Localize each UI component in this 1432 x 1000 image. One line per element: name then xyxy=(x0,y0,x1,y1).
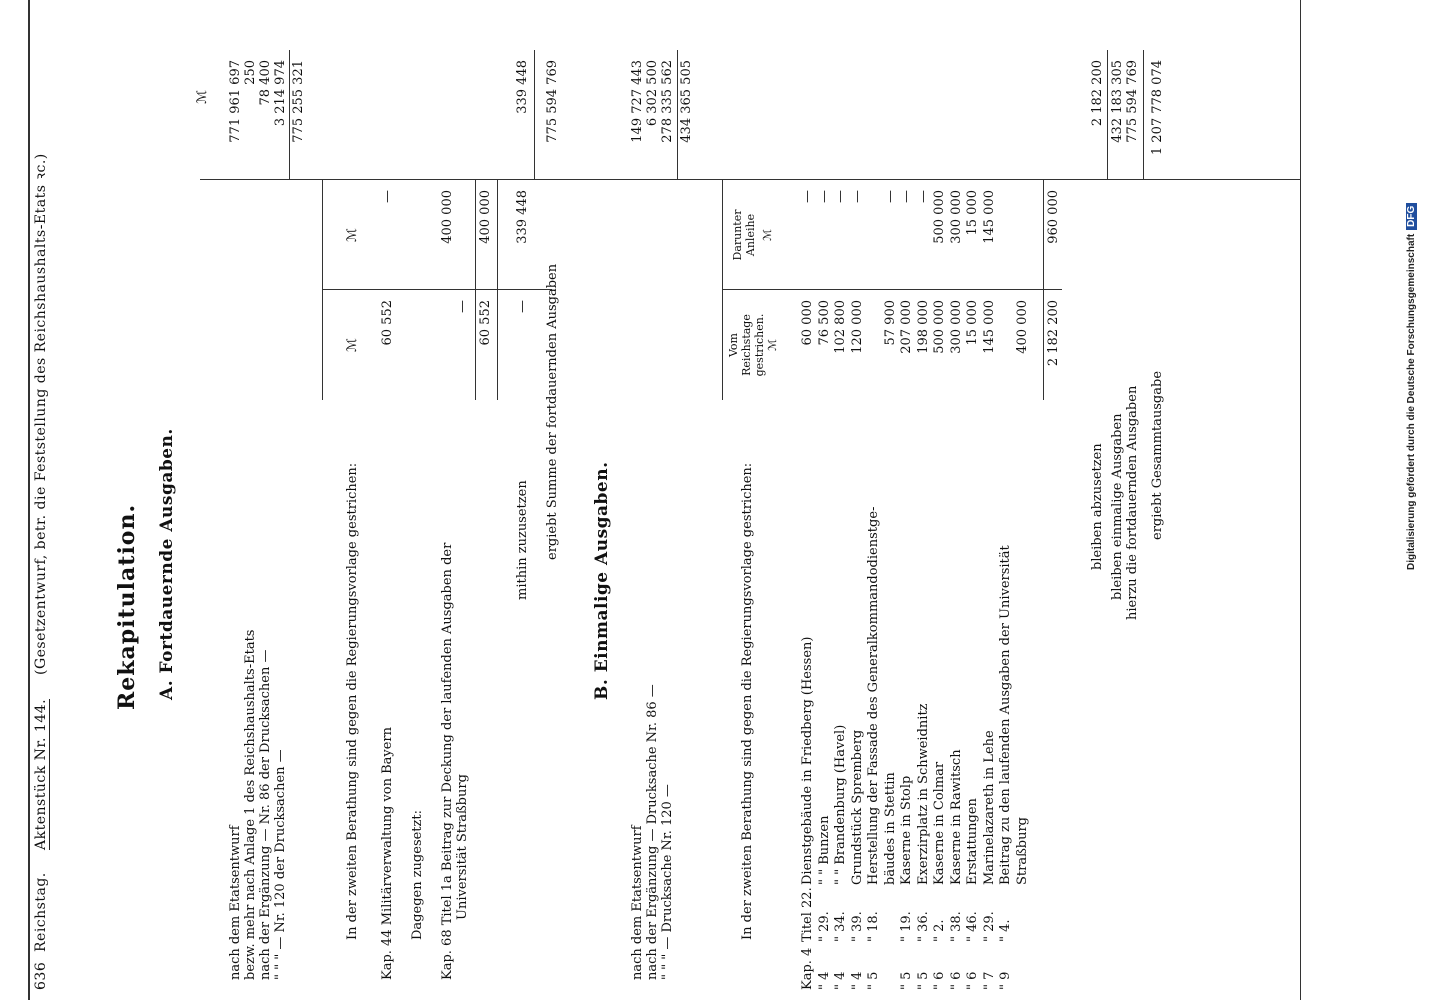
b-row-label: Grundstück Spremberg xyxy=(849,729,865,885)
b-sum-v1: 2 182 200 xyxy=(1046,300,1061,367)
b-einmalig-rule xyxy=(1107,50,1108,180)
page-number: 636 xyxy=(33,961,49,990)
b-row-v1: 102 800 xyxy=(833,300,848,354)
b-line-3-value: 278 335 562 xyxy=(660,60,675,143)
b-row-kap: " 4 xyxy=(816,971,832,990)
b-total-rule xyxy=(677,50,678,180)
a-ergiebt-label: ergiebt Summe der fortdauernden Ausgaben xyxy=(545,263,560,560)
a-line-2-label: bezw. mehr nach Anlage 1 des Reichshaushalts-Etats xyxy=(243,629,258,980)
a-line-2-value: 250 xyxy=(243,60,258,85)
a-line-1-label: nach dem Etatsentwurf xyxy=(228,825,243,980)
b-row-label: Kaserne in Rawitsch xyxy=(948,749,964,885)
b-row-label: Straßburg xyxy=(1014,816,1030,885)
b-row-v1: 400 000 xyxy=(1014,300,1030,354)
b-row-titel: " 2. xyxy=(932,919,947,942)
b-row-v2: 500 000 xyxy=(932,190,947,244)
b-row-label: " " Brandenburg (Havel) xyxy=(833,724,848,885)
a-kap44-label: Kap. 44 Militärverwaltung von Bayern xyxy=(380,726,395,980)
b-row-kap: " 6 xyxy=(948,971,964,990)
b-row-v2: — xyxy=(849,190,865,203)
b-hierzu-value: 775 594 769 xyxy=(1125,60,1140,143)
a-total: 775 255 321 xyxy=(291,60,306,143)
a-kap68-label-1: Kap. 68 Titel 1a Beitrag zur Deckung der laufenden Ausgaben der xyxy=(440,542,455,980)
header-akten: Aktenstück Nr. 144. xyxy=(33,698,49,850)
b-row-label: Exerzirplatz in Schweidnitz xyxy=(915,703,931,885)
b-row-titel: " 4. xyxy=(998,919,1013,942)
b-total: 434 365 505 xyxy=(679,60,694,143)
b-row-v1: 198 000 xyxy=(915,300,931,354)
a-currency: ℳ xyxy=(195,90,210,104)
a-sum-v1: 60 552 xyxy=(478,300,493,346)
a-mithin-v3: 339 448 xyxy=(515,60,530,114)
b-row-v2: 15 000 xyxy=(965,190,980,236)
a-mithin-rule xyxy=(497,180,498,400)
b-row-kap: " 6 xyxy=(932,971,947,990)
b-row-v2: — xyxy=(899,190,914,203)
b-gesamt-label: ergiebt Gesammtausgabe xyxy=(1150,370,1165,540)
b-bleiben-label: bleiben abzusetzen xyxy=(1090,443,1105,570)
b-sum-v2: 960 000 xyxy=(1046,190,1061,244)
b-row-label: Erstattungen xyxy=(965,798,980,885)
a-total-rule xyxy=(289,50,290,180)
b-hierzu-label: hierzu die fortdauernden Ausgaben xyxy=(1125,385,1140,620)
page-title: Rekapitulation. xyxy=(114,503,140,710)
b-row-kap: Kap. 4 xyxy=(800,947,815,990)
dfg-logo: DFG xyxy=(1406,203,1417,230)
b-row-label: Dienstgebäude in Friedberg (Hessen) xyxy=(800,636,815,885)
b-row-v1: 76 500 xyxy=(816,300,832,346)
b-row-kap: " 4 xyxy=(849,971,865,990)
b-row-v2: 145 000 xyxy=(981,190,997,244)
b-row-label: bäudes in Stettin xyxy=(882,772,898,885)
a-kap68-v2: 400 000 xyxy=(440,190,455,244)
b-line-2-value: 6 302 500 xyxy=(645,60,660,127)
b-row-v2: — xyxy=(915,190,931,203)
b-row-label: Marinelazareth in Lehe xyxy=(981,730,997,885)
a-kap44-v2: — xyxy=(380,190,395,203)
b-row-titel: Titel 22. xyxy=(800,887,815,942)
a-col2-head: ℳ xyxy=(345,228,360,242)
section-b-heading: B. Einmalige Ausgaben. xyxy=(592,461,612,700)
b-row-titel: " 29. xyxy=(816,911,832,942)
b-row-kap: " 5 xyxy=(899,971,914,990)
b-col2-head-1: Darunter xyxy=(731,209,744,261)
b-row-v2: — xyxy=(800,190,815,203)
b-row-v1: 500 000 xyxy=(932,300,947,354)
a-line-4-value: 3 214 974 xyxy=(273,60,288,127)
b-einmalig-label: bleiben einmalige Ausgaben xyxy=(1110,413,1125,600)
a-sum-rule xyxy=(475,180,476,400)
b-row-v1: 300 000 xyxy=(948,300,964,354)
b-row-kap: " 6 xyxy=(965,971,980,990)
a-ergiebt: 775 594 769 xyxy=(545,60,560,143)
b-row-titel: " 18. xyxy=(866,911,881,942)
b-row-v1: 60 000 xyxy=(800,300,815,346)
b-row-kap: " 5 xyxy=(915,971,931,990)
b-row-kap: " 9 xyxy=(998,971,1013,990)
a-ergiebt-rule xyxy=(534,50,535,180)
a-second-reading: In der zweiten Berathung sind gegen die Regierungsvorlage gestrichen: xyxy=(345,462,360,940)
b-row-v1: 57 900 xyxy=(882,300,898,346)
b-row-titel: " 36. xyxy=(915,911,931,942)
a-kap68-label-2: Universität Straßburg xyxy=(455,774,470,920)
b-line-1-label: nach dem Etatsentwurf xyxy=(630,825,645,980)
b-row-titel: " 34. xyxy=(833,911,848,942)
side-note-text: Digitalisierung gefördert durch die Deutsche Forschungsgemeinschaft xyxy=(1406,233,1417,570)
b-line-3-label: " " " — Drucksache Nr. 120 — xyxy=(660,784,675,980)
a-col1-head: ℳ xyxy=(345,338,360,352)
b-row-label: Herstellung der Fassade des Generalkommandodienstge- xyxy=(866,506,881,885)
a-kap68-v1: — xyxy=(455,300,470,313)
a-mithin-v1: — xyxy=(515,300,530,313)
b-row-v2: — xyxy=(833,190,848,203)
b-row-v1: 15 000 xyxy=(965,300,980,346)
a-sum-v2: 400 000 xyxy=(478,190,493,244)
a-mithin-label: mithin zuzusetzen xyxy=(515,480,530,600)
b-col1-head-1: Vom xyxy=(727,333,740,357)
b-einmalig-value: 432 183 305 xyxy=(1110,60,1125,143)
b-sum-rule xyxy=(1043,180,1044,400)
a-line-3-value: 78 400 xyxy=(258,60,273,106)
b-second-reading: In der zweiten Berathung sind gegen die Regierungsvorlage gestrichen: xyxy=(740,462,755,940)
a-line-4-label: " " " — Nr. 120 der Drucksachen — xyxy=(273,749,288,980)
b-row-v2: 300 000 xyxy=(948,190,964,244)
a-dagegen: Dagegen zugesetzt: xyxy=(410,810,425,940)
b-row-kap: " 7 xyxy=(981,971,997,990)
b-row-label: Beitrag zu den laufenden Ausgaben der Universität xyxy=(998,545,1013,885)
b-row-v2: — xyxy=(882,190,898,203)
b-row-label: Kaserne in Stolp xyxy=(899,775,914,885)
header-left: Reichstag. xyxy=(33,872,49,952)
a-line-1-value: 771 961 697 xyxy=(228,60,243,143)
b-row-titel: " 46. xyxy=(965,911,980,942)
b-row-titel: " 39. xyxy=(849,911,865,942)
b-row-v1: 120 000 xyxy=(849,300,865,354)
a-mithin-v2: 339 448 xyxy=(515,190,530,244)
b-col1-head-4: ℳ xyxy=(766,339,779,351)
b-row-v1: 145 000 xyxy=(981,300,997,354)
b-row-kap: " 4 xyxy=(833,971,848,990)
b-bleiben-value: 2 182 200 xyxy=(1090,60,1105,127)
b-col1-head-2: Reichstage xyxy=(740,314,753,376)
b-row-titel: " 29. xyxy=(981,911,997,942)
b-col2-head-2: Anleihe xyxy=(744,213,757,257)
header-rest: (Gesetzentwurf, betr. die Feststellung des Reichshaushalts-Etats ꝛc.) xyxy=(33,153,49,675)
b-table-top xyxy=(722,180,723,400)
b-row-kap: " 5 xyxy=(866,971,881,990)
b-gesamt-rule xyxy=(1143,50,1144,180)
b-gesamt-value: 1 207 778 074 xyxy=(1150,60,1165,156)
b-row-titel: " 19. xyxy=(899,911,914,942)
b-row-v1: 207 000 xyxy=(899,300,914,354)
b-row-v2: — xyxy=(816,190,832,203)
b-line-1-value: 149 727 443 xyxy=(630,60,645,143)
b-row-label: " " Bunzen xyxy=(816,815,832,885)
b-col1-head-3: gestrichen. xyxy=(753,313,766,377)
section-a-heading: A. Fortdauernde Ausgaben. xyxy=(157,428,177,700)
b-row-label: Kaserne in Colmar xyxy=(932,761,947,885)
top-border xyxy=(28,0,30,1000)
bottom-border xyxy=(1300,0,1301,1000)
a-table-top xyxy=(322,180,323,400)
a-line-3-label: nach der Ergänzung — Nr. 86 der Drucksachen — xyxy=(258,649,273,980)
b-line-2-label: nach der Ergänzung — Drucksache Nr. 86 — xyxy=(645,684,660,980)
a-kap44-v1: 60 552 xyxy=(380,300,395,346)
b-col2-head-3: ℳ xyxy=(761,229,774,241)
b-row-titel: " 38. xyxy=(948,911,964,942)
